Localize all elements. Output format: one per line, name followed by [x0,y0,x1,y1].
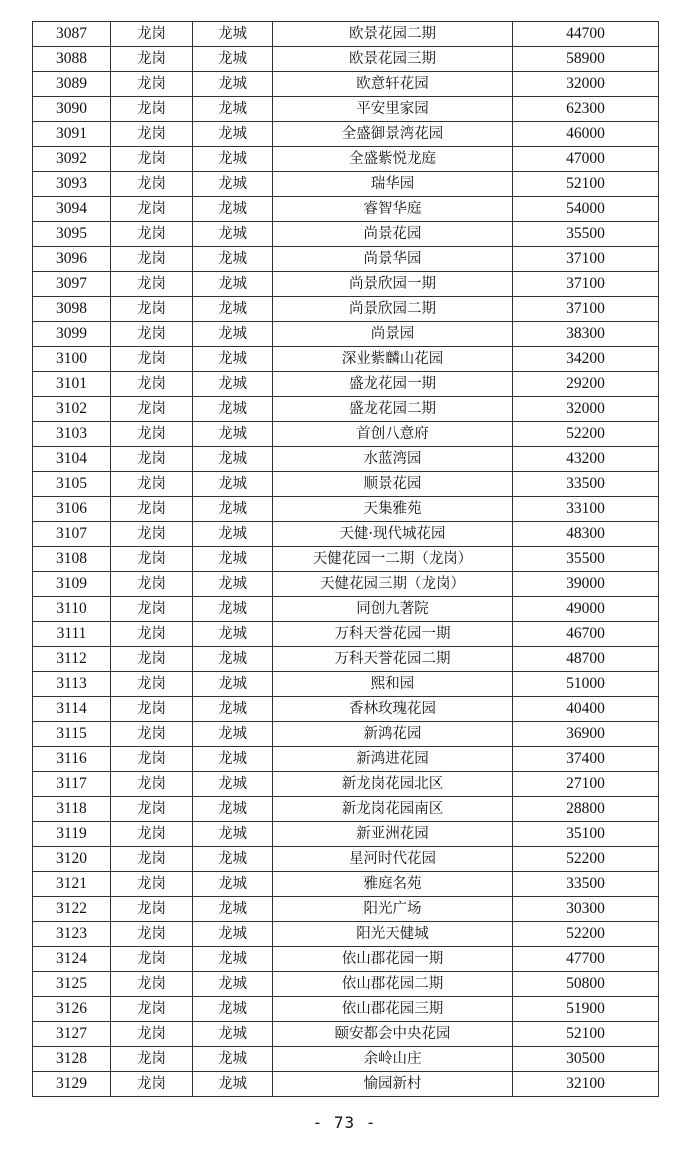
cell-community-name: 尚景欣园二期 [273,297,513,322]
cell-community-name: 依山郡花园三期 [273,997,513,1022]
table-row [33,547,659,572]
cell-district: 龙岗 [111,872,193,897]
table-row [33,647,659,672]
cell-id: 3087 [33,22,111,47]
cell-price: 32000 [513,397,659,422]
table-row [33,522,659,547]
cell-price: 47700 [513,947,659,972]
cell-price: 46700 [513,622,659,647]
cell-price: 28800 [513,797,659,822]
cell-district: 龙岗 [111,472,193,497]
cell-street: 龙城 [193,922,273,947]
cell-id: 3089 [33,72,111,97]
cell-district: 龙岗 [111,447,193,472]
cell-price: 50800 [513,972,659,997]
cell-price: 39000 [513,572,659,597]
cell-street: 龙城 [193,822,273,847]
cell-id: 3098 [33,297,111,322]
table-row [33,797,659,822]
table-row [33,97,659,122]
cell-street: 龙城 [193,47,273,72]
cell-community-name: 雅庭名苑 [273,872,513,897]
table-row [33,972,659,997]
cell-id: 3088 [33,47,111,72]
cell-id: 3101 [33,372,111,397]
cell-community-name: 颐安都会中央花园 [273,1022,513,1047]
cell-street: 龙城 [193,447,273,472]
cell-price: 35500 [513,222,659,247]
cell-price: 52200 [513,847,659,872]
table-row [33,147,659,172]
cell-community-name: 依山郡花园二期 [273,972,513,997]
cell-district: 龙岗 [111,547,193,572]
cell-id: 3113 [33,672,111,697]
cell-district: 龙岗 [111,47,193,72]
cell-price: 44700 [513,22,659,47]
cell-price: 49000 [513,597,659,622]
cell-id: 3120 [33,847,111,872]
cell-street: 龙城 [193,372,273,397]
cell-community-name: 天健花园一二期（龙岗） [273,547,513,572]
cell-district: 龙岗 [111,422,193,447]
cell-community-name: 新鸿花园 [273,722,513,747]
cell-district: 龙岗 [111,172,193,197]
cell-community-name: 欧景花园三期 [273,47,513,72]
cell-street: 龙城 [193,72,273,97]
cell-id: 3105 [33,472,111,497]
table-row [33,1047,659,1072]
cell-street: 龙城 [193,472,273,497]
cell-community-name: 万科天誉花园一期 [273,622,513,647]
cell-community-name: 深业紫麟山花园 [273,347,513,372]
table-row [33,197,659,222]
cell-street: 龙城 [193,147,273,172]
cell-district: 龙岗 [111,22,193,47]
cell-id: 3091 [33,122,111,147]
table-row [33,247,659,272]
table-row [33,597,659,622]
cell-street: 龙城 [193,347,273,372]
cell-community-name: 熙和园 [273,672,513,697]
cell-price: 33100 [513,497,659,522]
cell-id: 3097 [33,272,111,297]
cell-district: 龙岗 [111,597,193,622]
cell-id: 3106 [33,497,111,522]
cell-community-name: 新龙岗花园北区 [273,772,513,797]
cell-street: 龙城 [193,672,273,697]
cell-id: 3110 [33,597,111,622]
cell-community-name: 万科天誉花园二期 [273,647,513,672]
cell-id: 3093 [33,172,111,197]
price-table [32,21,659,1097]
cell-id: 3118 [33,797,111,822]
cell-street: 龙城 [193,197,273,222]
cell-price: 38300 [513,322,659,347]
cell-price: 48700 [513,647,659,672]
table-row [33,22,659,47]
table-row [33,772,659,797]
table-row [33,697,659,722]
cell-street: 龙城 [193,997,273,1022]
cell-community-name: 阳光天健城 [273,922,513,947]
cell-price: 43200 [513,447,659,472]
cell-price: 40400 [513,697,659,722]
cell-street: 龙城 [193,972,273,997]
cell-street: 龙城 [193,497,273,522]
cell-community-name: 欧景花园二期 [273,22,513,47]
cell-community-name: 顺景花园 [273,472,513,497]
cell-community-name: 盛龙花园二期 [273,397,513,422]
cell-district: 龙岗 [111,97,193,122]
table-row [33,872,659,897]
table-row [33,847,659,872]
cell-id: 3114 [33,697,111,722]
cell-id: 3112 [33,647,111,672]
cell-district: 龙岗 [111,822,193,847]
cell-street: 龙城 [193,422,273,447]
cell-community-name: 盛龙花园一期 [273,372,513,397]
cell-price: 37100 [513,272,659,297]
cell-price: 36900 [513,722,659,747]
cell-district: 龙岗 [111,347,193,372]
cell-street: 龙城 [193,897,273,922]
cell-district: 龙岗 [111,497,193,522]
cell-price: 27100 [513,772,659,797]
cell-street: 龙城 [193,172,273,197]
cell-street: 龙城 [193,722,273,747]
cell-price: 51000 [513,672,659,697]
cell-id: 3119 [33,822,111,847]
cell-district: 龙岗 [111,297,193,322]
cell-street: 龙城 [193,1072,273,1097]
table-row [33,497,659,522]
cell-street: 龙城 [193,97,273,122]
price-table-body [33,22,659,1097]
table-row [33,622,659,647]
table-row [33,947,659,972]
cell-price: 58900 [513,47,659,72]
cell-community-name: 平安里家园 [273,97,513,122]
cell-price: 52100 [513,172,659,197]
table-row [33,297,659,322]
cell-district: 龙岗 [111,372,193,397]
table-row [33,322,659,347]
cell-district: 龙岗 [111,522,193,547]
cell-id: 3102 [33,397,111,422]
cell-price: 37100 [513,247,659,272]
cell-community-name: 依山郡花园一期 [273,947,513,972]
cell-price: 52200 [513,922,659,947]
cell-id: 3109 [33,572,111,597]
cell-community-name: 星河时代花园 [273,847,513,872]
cell-id: 3107 [33,522,111,547]
cell-community-name: 水蓝湾园 [273,447,513,472]
cell-street: 龙城 [193,647,273,672]
cell-community-name: 同创九著院 [273,597,513,622]
cell-price: 54000 [513,197,659,222]
cell-id: 3116 [33,747,111,772]
cell-id: 3095 [33,222,111,247]
cell-district: 龙岗 [111,222,193,247]
cell-district: 龙岗 [111,272,193,297]
table-row [33,447,659,472]
cell-community-name: 尚景花园 [273,222,513,247]
cell-street: 龙城 [193,947,273,972]
page-number: - 73 - [312,1113,377,1132]
cell-price: 30500 [513,1047,659,1072]
cell-district: 龙岗 [111,1072,193,1097]
cell-street: 龙城 [193,297,273,322]
table-row [33,47,659,72]
table-row [33,422,659,447]
cell-district: 龙岗 [111,797,193,822]
cell-district: 龙岗 [111,572,193,597]
cell-id: 3125 [33,972,111,997]
cell-price: 46000 [513,122,659,147]
cell-id: 3115 [33,722,111,747]
cell-id: 3111 [33,622,111,647]
cell-district: 龙岗 [111,847,193,872]
cell-id: 3092 [33,147,111,172]
cell-community-name: 尚景园 [273,322,513,347]
cell-district: 龙岗 [111,772,193,797]
table-row [33,272,659,297]
cell-id: 3123 [33,922,111,947]
table-row [33,347,659,372]
cell-price: 33500 [513,872,659,897]
cell-id: 3103 [33,422,111,447]
cell-street: 龙城 [193,322,273,347]
table-row [33,72,659,97]
cell-price: 32100 [513,1072,659,1097]
cell-street: 龙城 [193,1022,273,1047]
cell-community-name: 香林玫瑰花园 [273,697,513,722]
cell-street: 龙城 [193,797,273,822]
cell-district: 龙岗 [111,247,193,272]
cell-street: 龙城 [193,747,273,772]
cell-district: 龙岗 [111,997,193,1022]
cell-community-name: 新鸿进花园 [273,747,513,772]
cell-community-name: 欧意轩花园 [273,72,513,97]
cell-price: 52200 [513,422,659,447]
cell-street: 龙城 [193,772,273,797]
cell-community-name: 尚景华园 [273,247,513,272]
cell-district: 龙岗 [111,972,193,997]
cell-district: 龙岗 [111,197,193,222]
table-row [33,672,659,697]
cell-id: 3099 [33,322,111,347]
cell-id: 3090 [33,97,111,122]
cell-price: 33500 [513,472,659,497]
cell-district: 龙岗 [111,397,193,422]
table-row [33,472,659,497]
cell-district: 龙岗 [111,122,193,147]
table-row [33,747,659,772]
cell-id: 3124 [33,947,111,972]
table-row [33,397,659,422]
cell-street: 龙城 [193,622,273,647]
cell-street: 龙城 [193,122,273,147]
cell-community-name: 天健·现代城花园 [273,522,513,547]
cell-id: 3121 [33,872,111,897]
table-row [33,897,659,922]
table-row [33,222,659,247]
cell-street: 龙城 [193,547,273,572]
cell-district: 龙岗 [111,72,193,97]
cell-community-name: 天集雅苑 [273,497,513,522]
cell-community-name: 新龙岗花园南区 [273,797,513,822]
cell-id: 3126 [33,997,111,1022]
cell-price: 52100 [513,1022,659,1047]
cell-district: 龙岗 [111,622,193,647]
cell-id: 3127 [33,1022,111,1047]
cell-street: 龙城 [193,22,273,47]
cell-community-name: 天健花园三期（龙岗） [273,572,513,597]
cell-id: 3129 [33,1072,111,1097]
cell-district: 龙岗 [111,672,193,697]
table-row [33,372,659,397]
cell-district: 龙岗 [111,697,193,722]
cell-id: 3104 [33,447,111,472]
table-row [33,1022,659,1047]
table-row [33,1072,659,1097]
cell-community-name: 新亚洲花园 [273,822,513,847]
cell-id: 3122 [33,897,111,922]
cell-price: 47000 [513,147,659,172]
cell-id: 3128 [33,1047,111,1072]
cell-district: 龙岗 [111,897,193,922]
cell-street: 龙城 [193,397,273,422]
cell-district: 龙岗 [111,747,193,772]
table-row [33,122,659,147]
cell-community-name: 睿智华庭 [273,197,513,222]
cell-district: 龙岗 [111,647,193,672]
cell-community-name: 首创八意府 [273,422,513,447]
cell-id: 3096 [33,247,111,272]
cell-price: 29200 [513,372,659,397]
cell-community-name: 尚景欣园一期 [273,272,513,297]
table-row [33,997,659,1022]
cell-street: 龙城 [193,572,273,597]
cell-community-name: 阳光广场 [273,897,513,922]
cell-price: 32000 [513,72,659,97]
cell-community-name: 愉园新村 [273,1072,513,1097]
table-row [33,822,659,847]
cell-community-name: 余岭山庄 [273,1047,513,1072]
cell-district: 龙岗 [111,722,193,747]
cell-street: 龙城 [193,222,273,247]
cell-district: 龙岗 [111,1047,193,1072]
table-row [33,172,659,197]
cell-price: 34200 [513,347,659,372]
cell-community-name: 全盛御景湾花园 [273,122,513,147]
cell-street: 龙城 [193,522,273,547]
cell-community-name: 瑞华园 [273,172,513,197]
cell-street: 龙城 [193,1047,273,1072]
cell-district: 龙岗 [111,947,193,972]
cell-district: 龙岗 [111,922,193,947]
cell-street: 龙城 [193,847,273,872]
cell-id: 3094 [33,197,111,222]
cell-street: 龙城 [193,872,273,897]
cell-price: 37100 [513,297,659,322]
cell-district: 龙岗 [111,147,193,172]
cell-price: 62300 [513,97,659,122]
cell-street: 龙城 [193,597,273,622]
cell-price: 37400 [513,747,659,772]
table-row [33,572,659,597]
table-row [33,722,659,747]
cell-street: 龙城 [193,247,273,272]
table-row [33,922,659,947]
cell-price: 51900 [513,997,659,1022]
cell-community-name: 全盛紫悦龙庭 [273,147,513,172]
cell-price: 30300 [513,897,659,922]
cell-id: 3117 [33,772,111,797]
cell-district: 龙岗 [111,322,193,347]
cell-price: 48300 [513,522,659,547]
cell-price: 35100 [513,822,659,847]
cell-price: 35500 [513,547,659,572]
cell-district: 龙岗 [111,1022,193,1047]
cell-street: 龙城 [193,272,273,297]
cell-id: 3100 [33,347,111,372]
cell-id: 3108 [33,547,111,572]
cell-street: 龙城 [193,697,273,722]
